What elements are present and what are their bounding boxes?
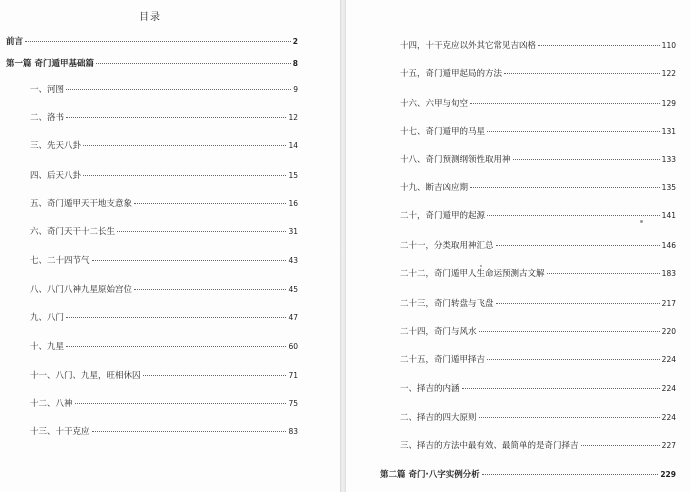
toc-entry-label: 十六、六甲与旬空 — [400, 99, 469, 109]
toc-entry[interactable] — [400, 40, 676, 52]
dot-leader — [470, 187, 660, 188]
dot-leader — [66, 89, 291, 90]
toc-entry[interactable] — [400, 182, 676, 194]
dot-leader — [66, 346, 286, 347]
toc-entry[interactable] — [30, 255, 298, 267]
toc-entry-label: 二十一，分类取用神汇总 — [400, 241, 494, 251]
dot-leader — [487, 131, 660, 132]
dot-leader — [66, 317, 286, 318]
toc-page-number: 217 — [661, 299, 676, 308]
toc-page-number: 183 — [661, 269, 676, 278]
toc-page-number: 83 — [288, 427, 298, 436]
toc-page-number: 15 — [288, 171, 298, 180]
toc-entry-label: 八、八门八神九星原始宫位 — [30, 285, 133, 295]
dot-leader — [96, 63, 291, 64]
toc-entry-label: 一、择吉的内涵 — [400, 384, 460, 394]
toc-entry-label: 七、二十四节气 — [30, 256, 90, 266]
dot-leader — [83, 175, 286, 176]
toc-page-number: 9 — [293, 85, 298, 94]
toc-entry-label: 十七、奇门遁甲的马星 — [400, 127, 486, 137]
toc-entry[interactable] — [30, 170, 298, 182]
toc-page-number: 45 — [288, 285, 298, 294]
left-page — [0, 0, 340, 492]
dot-leader — [513, 159, 660, 160]
toc-entry-label: 二、择吉的四大原则 — [400, 413, 477, 423]
toc-entry-label: 三、择吉的方法中最有效、最简单的是奇门择吉 — [400, 441, 579, 451]
toc-page-number: 71 — [288, 371, 298, 380]
toc-entry-label: 第一篇 奇门遁甲基础篇 — [6, 59, 94, 69]
toc-page-number: 146 — [661, 241, 676, 250]
toc-page-number: 12 — [288, 113, 298, 122]
dot-leader — [92, 431, 287, 432]
toc-page-number: 16 — [288, 199, 298, 208]
toc-entry-label: 前言 — [6, 37, 24, 47]
toc-entry[interactable] — [400, 240, 676, 252]
dot-leader — [482, 474, 659, 475]
toc-entry[interactable] — [30, 284, 298, 296]
dot-leader — [547, 273, 660, 274]
toc-entry[interactable] — [400, 440, 676, 452]
dot-leader — [470, 103, 660, 104]
toc-entry-label: 九、八门 — [30, 313, 65, 323]
toc-entry-label: 十五，奇门遁甲起局的方法 — [400, 69, 503, 79]
toc-entry-label: 十八、奇门预测纲领性取用神 — [400, 155, 511, 165]
dot-leader — [496, 303, 660, 304]
toc-entry-label: 十二、八神 — [30, 399, 73, 409]
dot-leader — [487, 215, 660, 216]
toc-entry[interactable] — [400, 98, 676, 110]
toc-page-number: 43 — [288, 256, 298, 265]
toc-entry[interactable] — [30, 198, 298, 210]
toc-page-number: 220 — [661, 327, 676, 336]
toc-entry-label: 二十三，奇门转盘与飞盘 — [400, 299, 494, 309]
toc-entry-label: 一、河图 — [30, 85, 65, 95]
dot-leader — [496, 245, 660, 246]
toc-page-number: 131 — [661, 127, 676, 136]
toc-entry-label: 第二篇 奇门·八字实例分析 — [380, 470, 480, 480]
dot-leader — [25, 41, 291, 42]
toc-page-number: 75 — [288, 399, 298, 408]
toc-entry[interactable] — [30, 426, 298, 438]
dot-leader — [538, 45, 660, 46]
dot-leader — [117, 231, 286, 232]
toc-page-number: 129 — [661, 99, 676, 108]
toc-page-number: 8 — [292, 59, 298, 68]
toc-entry[interactable] — [380, 469, 676, 481]
toc-entry-label: 十四，十干克应以外其它常见吉凶格 — [400, 41, 537, 51]
toc-entry[interactable] — [400, 298, 676, 310]
toc-page-number: 47 — [288, 313, 298, 322]
dot-leader — [479, 331, 660, 332]
toc-entry[interactable] — [400, 326, 676, 338]
toc-entry-label: 二、洛书 — [30, 113, 65, 123]
toc-entry-label: 二十，奇门遁甲的起源 — [400, 211, 486, 221]
dot-leader — [134, 289, 286, 290]
toc-page-number: 229 — [660, 470, 676, 479]
toc-entry[interactable] — [6, 36, 298, 48]
toc-entry-label: 二十五，奇门遁甲择吉 — [400, 355, 486, 365]
dot-leader — [134, 203, 286, 204]
dot-leader — [92, 260, 287, 261]
toc-entry-label: 十九、断吉凶应期 — [400, 183, 469, 193]
toc-entry-label: 二十四，奇门与风水 — [400, 327, 477, 337]
toc-entry-label: 三、先天八卦 — [30, 141, 82, 151]
toc-page-number: 31 — [288, 227, 298, 236]
toc-page-number: 141 — [661, 211, 676, 220]
scan-speck — [480, 265, 482, 267]
toc-page-number: 14 — [288, 141, 298, 150]
toc-entry-label: 五、奇门遁甲天干地支意象 — [30, 199, 133, 209]
toc-page-number: 133 — [661, 155, 676, 164]
dot-leader — [66, 117, 286, 118]
toc-page-number: 110 — [661, 41, 676, 50]
toc-entry[interactable] — [400, 68, 676, 80]
toc-entry-label: 二十二，奇门遁甲人生命运预测古文解 — [400, 269, 545, 279]
toc-entry[interactable] — [400, 126, 676, 138]
toc-entry[interactable] — [30, 398, 298, 410]
toc-entry[interactable] — [30, 140, 298, 152]
dot-leader — [479, 417, 660, 418]
dot-leader — [581, 445, 660, 446]
toc-entry[interactable] — [400, 154, 676, 166]
toc-entry[interactable] — [30, 370, 298, 382]
toc-entry-label: 十、九星 — [30, 342, 65, 352]
toc-entry[interactable] — [400, 210, 676, 222]
dot-leader — [143, 375, 287, 376]
toc-page-number: 227 — [661, 441, 676, 450]
dot-leader — [83, 145, 286, 146]
toc-page-number: 122 — [661, 69, 676, 78]
toc-entry-label: 四、后天八卦 — [30, 171, 82, 181]
dot-leader — [487, 359, 660, 360]
dot-leader — [504, 73, 660, 74]
dot-leader — [75, 403, 287, 404]
toc-entry[interactable] — [30, 312, 298, 324]
toc-entry[interactable] — [30, 226, 298, 238]
scan-speck — [640, 220, 643, 223]
toc-entry[interactable] — [400, 383, 676, 395]
toc-entry-label: 六、奇门天干十二长生 — [30, 227, 116, 237]
toc-entry[interactable] — [400, 268, 676, 280]
toc-entry[interactable] — [400, 354, 676, 366]
toc-entry[interactable] — [400, 412, 676, 424]
toc-page-number: 60 — [288, 342, 298, 351]
toc-entry[interactable] — [30, 112, 298, 124]
toc-entry[interactable] — [30, 84, 298, 96]
toc-entry[interactable] — [30, 341, 298, 353]
toc-entry-label: 十三、十干克应 — [30, 427, 90, 437]
toc-page-number: 224 — [661, 384, 676, 393]
dot-leader — [462, 388, 660, 389]
toc-page-number: 2 — [292, 37, 298, 46]
toc-page-number: 135 — [661, 183, 676, 192]
toc-title: 目录 — [139, 12, 161, 23]
toc-entry-label: 十一、八门、九星，旺相休囚 — [30, 371, 141, 381]
toc-page-number: 224 — [661, 355, 676, 364]
toc-page-number: 224 — [661, 413, 676, 422]
toc-entry[interactable] — [6, 58, 298, 70]
